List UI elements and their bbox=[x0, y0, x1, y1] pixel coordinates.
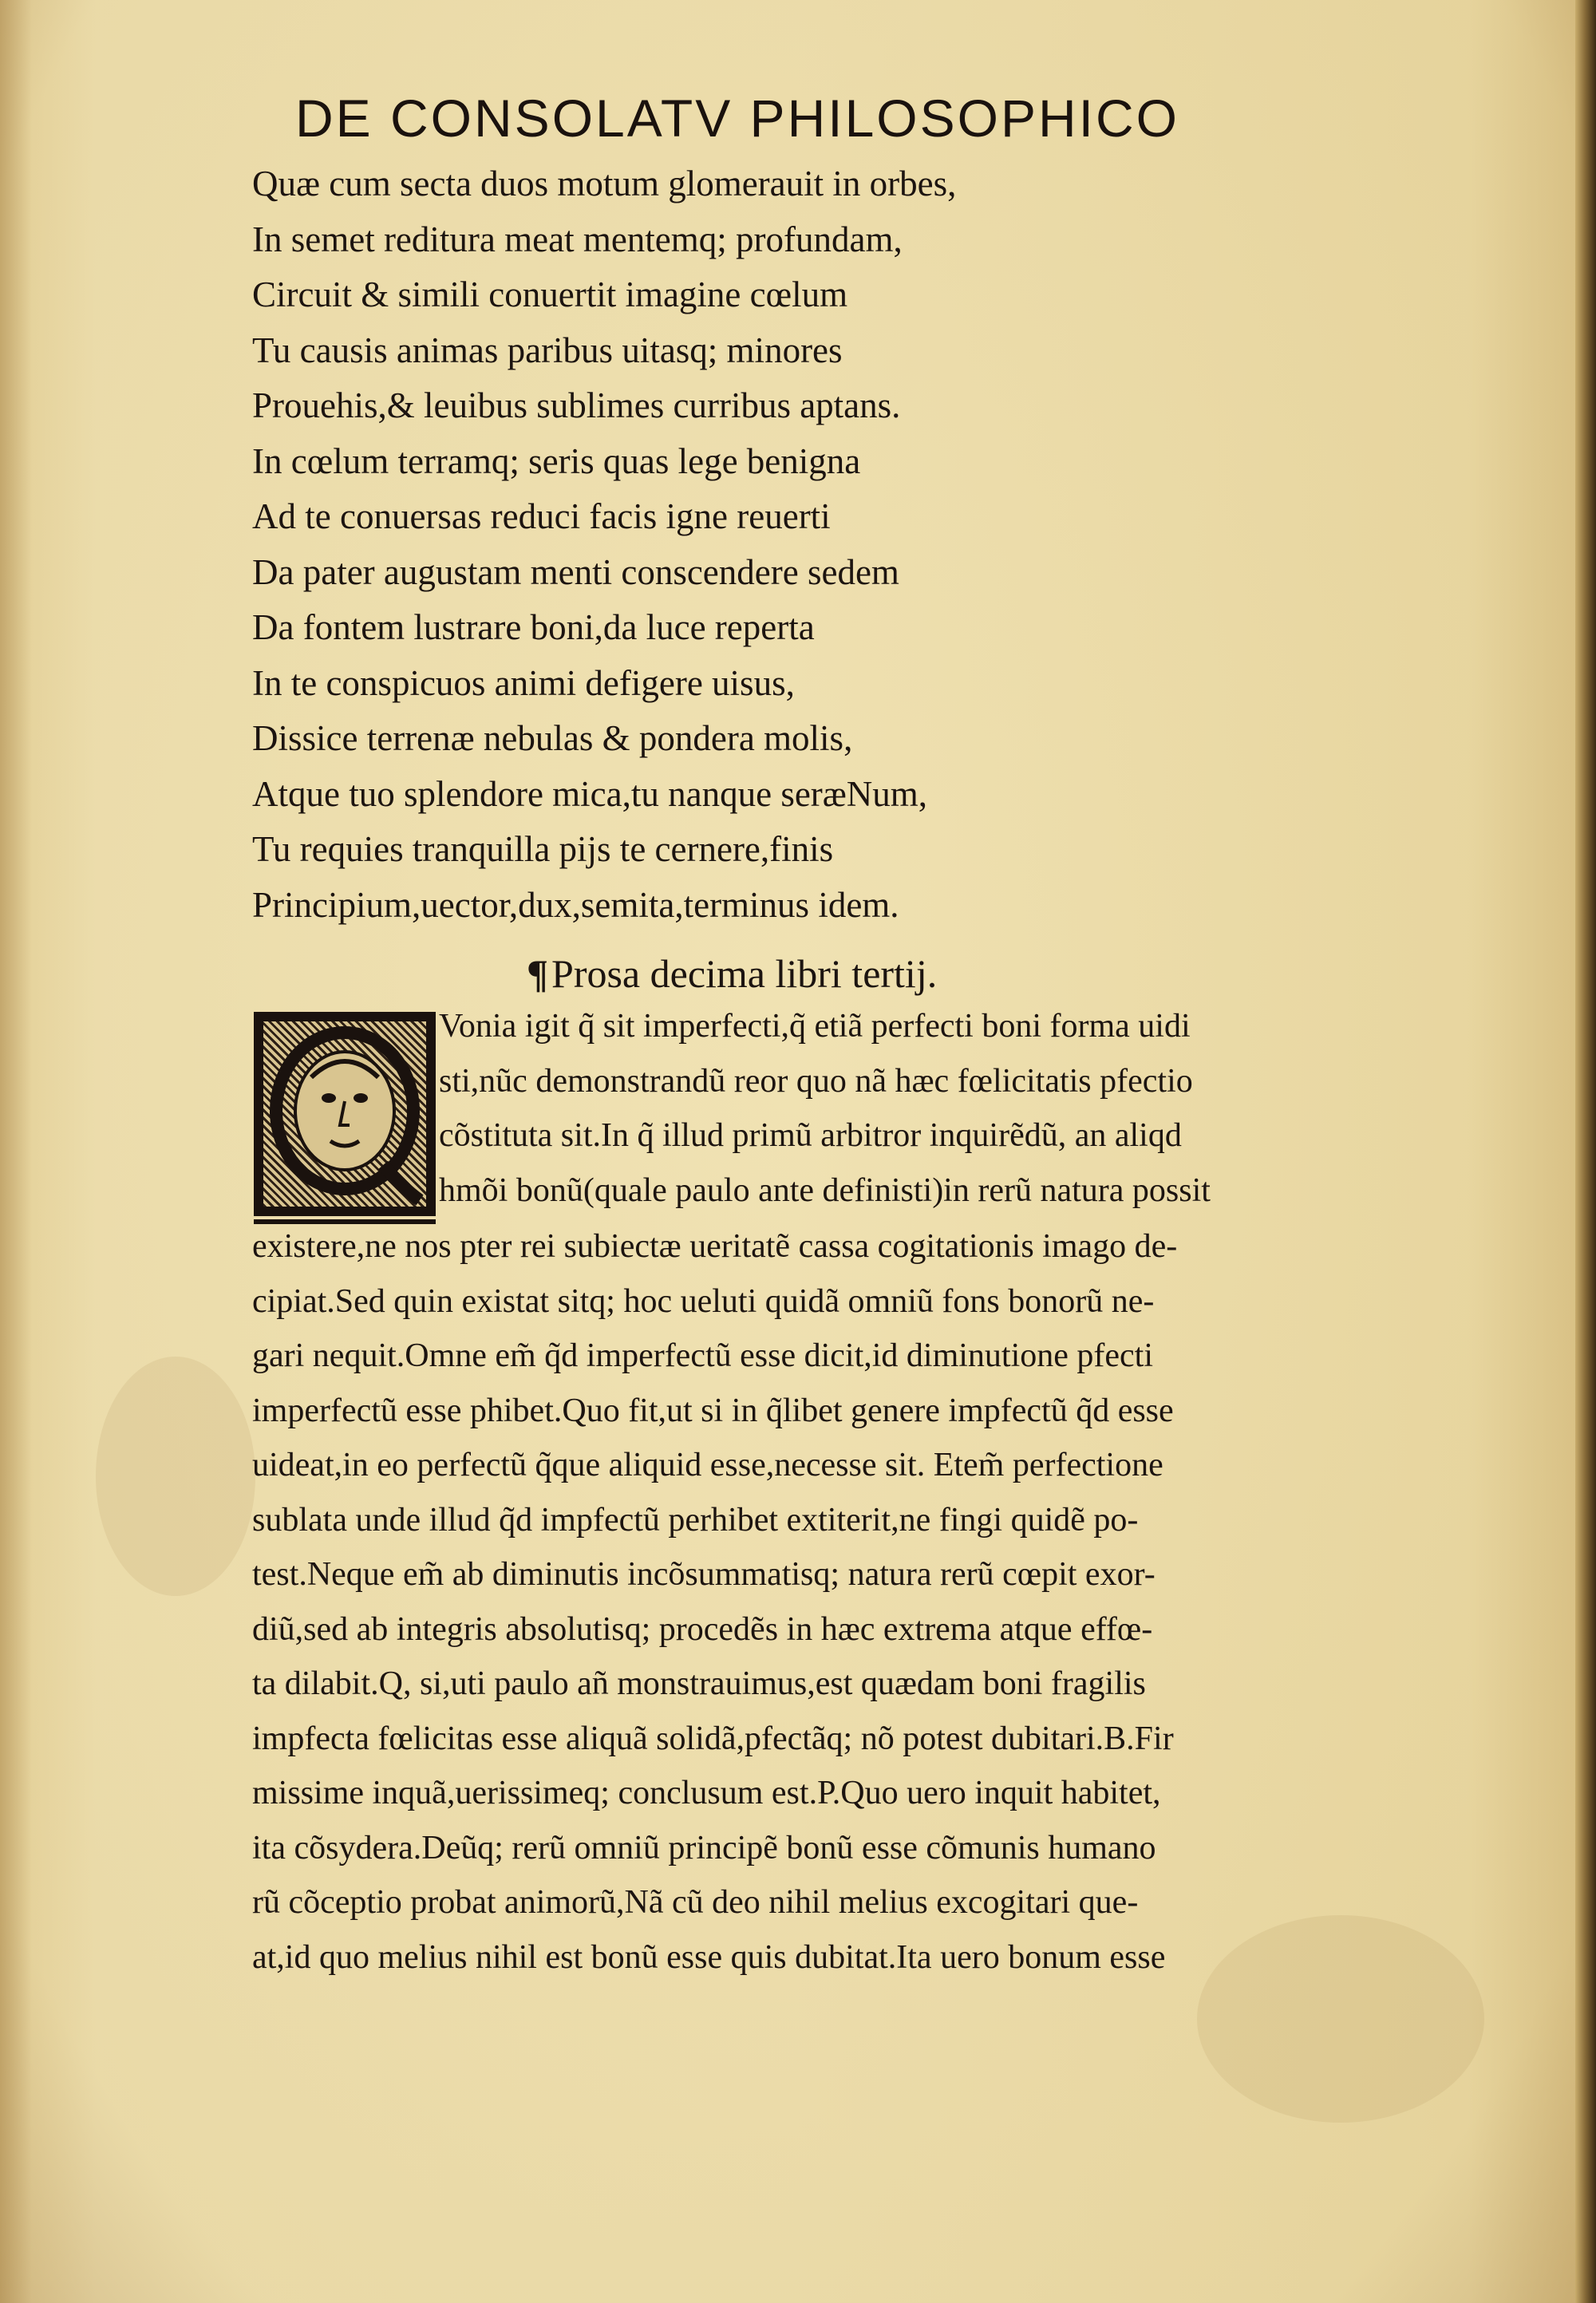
prose-line: at,id quo melius nihil est bonũ esse quis dubitat.Ita uero bonum esse bbox=[252, 1938, 1166, 1976]
verse-block bbox=[252, 156, 1210, 933]
prose-line: cõstituta sit.In q̃ illud primũ arbitror inquirẽdũ, an aliqd bbox=[439, 1117, 1182, 1154]
prose-line: Vonia igit q̃ sit imperfecti,q̃ etiã perfecti boni forma uidi bbox=[439, 1008, 1191, 1045]
verse-line: Tu causis animas paribus uitasq; minores bbox=[252, 330, 843, 370]
verse-line: Ad te conuersas reduci facis igne reuerti bbox=[252, 496, 831, 536]
prose-line: imperfectũ esse phibet.Quo fit,ut si in q̃libet genere impfectũ q̃d esse bbox=[252, 1392, 1174, 1429]
page-edge bbox=[1575, 0, 1596, 2303]
prose-line: gari nequit.Omne em̃ q̃d imperfectũ esse dicit,id diminutione pfecti bbox=[252, 1337, 1154, 1374]
woodcut-initial-background bbox=[263, 1021, 426, 1207]
prose-line: rũ cõceptio probat animorũ,Nã cũ deo nihil melius excogitari que- bbox=[252, 1884, 1139, 1921]
section-title bbox=[527, 948, 937, 999]
prose-line: test.Neque em̃ ab diminutis incõsummatisq; natura rerũ cœpit exor- bbox=[252, 1556, 1156, 1593]
prose-line: hmõi bonũ(quale paulo ante definisti)in rerũ natura possit bbox=[439, 1171, 1211, 1209]
prose-line: uideat,in eo perfectũ q̃que aliquid esse,necesse sit. Etem̃ perfectione bbox=[252, 1447, 1163, 1483]
prose-line: ita cõsydera.Deũq; rerũ omniũ principẽ bonũ esse cõmunis humano bbox=[252, 1829, 1156, 1866]
verse-line: In te conspicuos animi defigere uisus, bbox=[252, 662, 795, 703]
page-gutter-shadow bbox=[0, 0, 32, 2303]
verse-line: Atque tuo splendore mica,tu nanque seræNum, bbox=[252, 773, 928, 814]
face-in-letter-icon bbox=[263, 1021, 426, 1207]
verse-line: Da pater augustam menti conscendere sedem bbox=[252, 551, 899, 592]
section-title-text: Prosa decima libri tertij. bbox=[551, 951, 938, 996]
verse-line: Da fontem lustrare boni,da luce reperta bbox=[252, 607, 815, 647]
prose-line: sublata unde illud q̃d impfectũ perhibet extiterit,ne fingi quidẽ po- bbox=[252, 1501, 1139, 1539]
prose-line: diũ,sed ab integris absolutisq; procedẽs in hæc extrema atque effœ- bbox=[252, 1610, 1153, 1648]
verse-line: Quæ cum secta duos motum glomerauit in orbes, bbox=[252, 164, 957, 203]
prose-line: sti,nũc demonstrandũ reor quo nã hæc fœlicitatis pfectio bbox=[439, 1062, 1193, 1100]
verse-line: Circuit & simili conuertit imagine cœlum bbox=[252, 275, 848, 314]
prose-line: missime inquã,uerissimeq; conclusum est.P.Quo uero inquit habitet, bbox=[252, 1775, 1161, 1811]
paper-stain bbox=[96, 1357, 255, 1596]
prose-indented-block bbox=[439, 999, 1460, 1218]
verse-line: Principium,uector,dux,semita,terminus idem. bbox=[252, 884, 899, 925]
prose-line: cipiat.Sed quin existat sitq; hoc ueluti quidã omniũ fons bonorũ ne- bbox=[252, 1282, 1155, 1320]
verse-line: In semet reditura meat mentemq; profundam, bbox=[252, 219, 903, 259]
prose-block bbox=[252, 1219, 1457, 1985]
woodcut-initial-q bbox=[254, 1012, 436, 1216]
prose-line: ta dilabit.Q, si,uti paulo añ monstrauimus,est quædam boni fragilis bbox=[252, 1665, 1146, 1702]
verse-line: In cœlum terramq; seris quas lege benigna bbox=[252, 440, 861, 481]
prose-line: impfecta fœlicitas esse aliquã solidã,pfectãq; nõ potest dubitari.B.Fir bbox=[252, 1720, 1174, 1757]
verse-line: Prouehis,& leuibus sublimes curribus aptans. bbox=[252, 385, 901, 425]
verse-line: Dissice terrenæ nebulas & pondera molis, bbox=[252, 718, 853, 758]
pilcrow-icon: ¶ bbox=[527, 951, 549, 996]
verse-line: Tu requies tranquilla pijs te cernere,finis bbox=[252, 829, 834, 869]
prose-line: existere,ne nos pter rei subiectæ ueritatẽ cassa cogitationis imago de- bbox=[252, 1228, 1178, 1265]
running-title: DE CONSOLATV PHILOSOPHICO bbox=[295, 89, 1179, 148]
